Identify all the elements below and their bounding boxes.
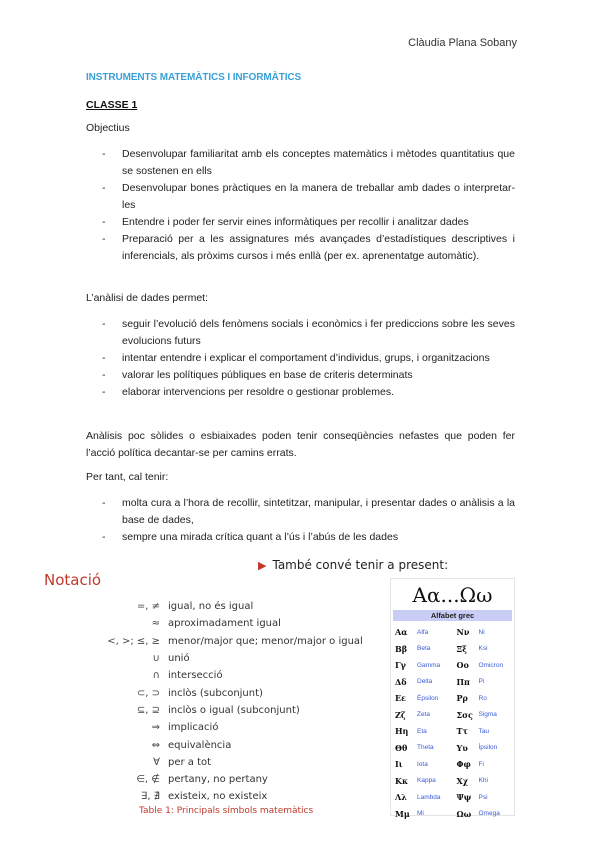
- greek-letter-cell: [453, 806, 515, 823]
- symbol-description: menor/major que; menor/major o igual: [168, 635, 363, 647]
- greek-letter-name: Fi: [478, 760, 484, 768]
- triangle-bullet-icon: ▶: [258, 559, 267, 572]
- greek-letter-name: Ípsilon: [478, 744, 498, 752]
- greek-letter-cell: [391, 806, 453, 823]
- symbol-description: inclòs (subconjunt): [168, 687, 263, 699]
- symbol-description: inclòs o igual (subconjunt): [168, 704, 300, 716]
- greek-letter-name: Beta: [417, 645, 431, 653]
- greek-letter-name: Tau: [478, 727, 489, 735]
- symbol-description: unió: [168, 653, 190, 665]
- greek-card-title: Αα...Ωω: [412, 583, 493, 607]
- table-row: [86, 684, 376, 701]
- greek-letter-cell: [453, 789, 515, 806]
- greek-letter-cell: [453, 641, 515, 658]
- list-item: - Preparació per a les assignatures més avançades d’estadístiques descriptives i inferencials, als pròxims cursos i més enllà (per ex. aprenentatge automàtic).: [86, 231, 515, 265]
- greek-letter-cell: [453, 674, 515, 691]
- greek-letter: Ττ: [456, 726, 468, 737]
- symbol: ∪: [152, 653, 160, 665]
- greek-letter: Χχ: [456, 775, 468, 786]
- symbol: ⇒: [151, 722, 160, 734]
- greek-letter-cell: [453, 624, 515, 641]
- greek-letter-name: Gamma: [417, 661, 441, 669]
- greek-letter-name: Delta: [417, 678, 433, 686]
- list-item: - seguir l’evolució dels fenòmens socials i econòmics i fer prediccions sobre les seves evolucions futurs: [86, 316, 515, 350]
- greek-letter-cell: [391, 624, 453, 641]
- greek-letter: Ζζ: [395, 709, 406, 720]
- greek-letter: Ωω: [456, 808, 472, 819]
- greek-letter: Ρρ: [456, 693, 468, 704]
- greek-letter-cell: [453, 740, 515, 757]
- greek-letter-name: Zeta: [417, 711, 431, 719]
- greek-letter: Ιι: [395, 759, 403, 770]
- symbol: ∃, ∄: [141, 791, 160, 803]
- tambe-text: També convé tenir a present:: [272, 558, 449, 572]
- greek-letter-name: Psi: [478, 793, 488, 801]
- tambe-note: [258, 558, 448, 572]
- greek-alphabet-card: [390, 578, 515, 819]
- greek-letter-name: Sigma: [478, 711, 497, 719]
- greek-letter-name: Ni: [478, 628, 485, 636]
- greek-letter: Ξξ: [456, 643, 467, 654]
- greek-letter-name: Omicron: [478, 661, 504, 669]
- greek-letter-cell: [391, 740, 453, 757]
- greek-letter-cell: [391, 756, 453, 773]
- greek-letter-cell: [453, 773, 515, 790]
- greek-letter-name: Ksi: [478, 645, 488, 653]
- greek-letter-cell: [453, 707, 515, 724]
- objectius-heading: Objectius: [86, 122, 130, 134]
- greek-letter-name: Pi: [478, 678, 485, 686]
- greek-card-header: Alfabet grec: [393, 610, 512, 621]
- symbol-description: intersecció: [168, 670, 223, 682]
- symbol: ∀: [153, 756, 160, 768]
- greek-letter: Μμ: [395, 808, 410, 819]
- greek-letter-name: Lambda: [417, 793, 441, 801]
- symbol: <, >; ≤, ≥: [107, 635, 160, 647]
- greek-letter: Κκ: [395, 775, 408, 786]
- list-item: - sempre una mirada crítica quant a l’ús i l’abús de les dades: [86, 529, 515, 546]
- greek-letter: Σσς: [456, 709, 473, 720]
- greek-letter-cell: [453, 756, 515, 773]
- symbols-table: [86, 598, 376, 806]
- symbol: ∩: [152, 670, 160, 682]
- symbol: ⊆, ⊇: [136, 704, 160, 716]
- table-row: [86, 771, 376, 788]
- greek-letter: Υυ: [456, 742, 468, 753]
- greek-letter: Οο: [456, 660, 469, 671]
- symbol-description: implicació: [168, 722, 219, 734]
- symbol: ∈, ∉: [136, 774, 160, 786]
- greek-letter: Φφ: [456, 759, 471, 770]
- greek-letter-name: Mi: [417, 810, 424, 818]
- greek-letter: Αα: [395, 627, 408, 638]
- greek-letter: Ππ: [456, 676, 470, 687]
- greek-letter-cell: [391, 674, 453, 691]
- cal-tenir-list: [86, 495, 515, 546]
- warning-paragraph: Anàlisis poc sòlides o esbiaixades poden tenir conseqüències nefastes que poden fer l’acció política decantar-se per camins errats.: [86, 430, 515, 459]
- course-title: INSTRUMENTS MATEMÀTICS I INFORMÀTICS: [86, 72, 302, 83]
- greek-letter-name: Khi: [478, 777, 488, 785]
- greek-letter-name: Èpsilon: [417, 694, 439, 702]
- table-row: [86, 754, 376, 771]
- greek-letter-cell: [391, 773, 453, 790]
- greek-letter-cell: [391, 707, 453, 724]
- greek-letter-name: Omega: [478, 810, 500, 818]
- greek-letter-name: Alfa: [417, 628, 429, 636]
- greek-letter-cell: [453, 723, 515, 740]
- greek-letter-cell: [391, 723, 453, 740]
- greek-letter: Ββ: [395, 643, 408, 654]
- list-item: - molta cura a l’hora de recollir, sintetitzar, manipular, i presentar dades o anàlisis a la base de dades,: [86, 495, 515, 529]
- objectius-list: [86, 146, 515, 265]
- symbol: ≈: [151, 618, 160, 630]
- symbol: ⊂, ⊃: [136, 687, 160, 699]
- symbol-description: per a tot: [168, 756, 212, 768]
- greek-letter: Νν: [456, 627, 470, 638]
- table-row: [86, 702, 376, 719]
- table-row: [86, 633, 376, 650]
- table-row: [86, 598, 376, 615]
- symbol-description: existeix, no existeix: [168, 791, 268, 803]
- list-item: - intentar entendre i explicar el comportament d’individus, grups, i organitzacions: [86, 350, 515, 367]
- table-row: [86, 736, 376, 753]
- list-item: - valorar les polítiques públiques en base de criteris determinats: [86, 367, 515, 384]
- list-item: - Desenvolupar bones pràctiques en la manera de treballar amb dades o interpretar-les: [86, 180, 515, 214]
- greek-letter: Δδ: [395, 676, 407, 687]
- class-title: CLASSE 1: [86, 99, 138, 111]
- greek-letter-name: Theta: [417, 744, 434, 752]
- greek-letter-cell: [391, 789, 453, 806]
- symbol: =, ≠: [136, 601, 160, 613]
- greek-letter: Λλ: [395, 792, 407, 803]
- table-row: [86, 719, 376, 736]
- cal-tenir-heading: Per tant, cal tenir:: [86, 471, 169, 483]
- table-row: [86, 615, 376, 632]
- table-row: [86, 650, 376, 667]
- greek-letter-cell: [391, 657, 453, 674]
- greek-letter-cell: [391, 690, 453, 707]
- greek-letter: Θθ: [395, 742, 408, 753]
- greek-letter-cell: [453, 690, 515, 707]
- greek-letter-cell: [391, 641, 453, 658]
- greek-letter-cell: [453, 657, 515, 674]
- list-item: - Desenvolupar familiaritat amb els conceptes matemàtics i mètodes quantitatius que se sostenen en ells: [86, 146, 515, 180]
- table-caption: Table 1: Principals símbols matemàtics: [139, 806, 314, 816]
- greek-letter: Ψψ: [456, 792, 472, 803]
- symbol: ⇔: [151, 739, 160, 751]
- greek-letters-grid: [391, 624, 514, 822]
- list-item: - elaborar intervencions per resoldre o gestionar problemes.: [86, 384, 515, 401]
- greek-letter-name: Eta: [417, 727, 427, 735]
- greek-letter-name: Ro: [478, 694, 487, 702]
- list-item: - Entendre i poder fer servir eines informàtiques per recollir i analitzar dades: [86, 214, 515, 231]
- greek-letter: Εε: [395, 693, 406, 704]
- greek-letter-name: Kappa: [417, 777, 436, 785]
- table-row: [86, 667, 376, 684]
- author-name: Clàudia Plana Sobany: [408, 37, 517, 49]
- greek-letter: Ηη: [395, 726, 409, 737]
- notacio-heading: Notació: [44, 571, 102, 589]
- symbol-description: igual, no és igual: [168, 601, 254, 613]
- symbol-description: pertany, no pertany: [168, 774, 268, 786]
- greek-letter-name: Iota: [417, 760, 428, 768]
- analisi-heading: L’anàlisi de dades permet:: [86, 292, 208, 304]
- table-row: [86, 788, 376, 805]
- analisi-list: [86, 316, 515, 401]
- greek-letter: Γγ: [395, 660, 406, 671]
- symbol-description: equivalència: [168, 739, 232, 751]
- symbol-description: aproximadament igual: [168, 618, 281, 630]
